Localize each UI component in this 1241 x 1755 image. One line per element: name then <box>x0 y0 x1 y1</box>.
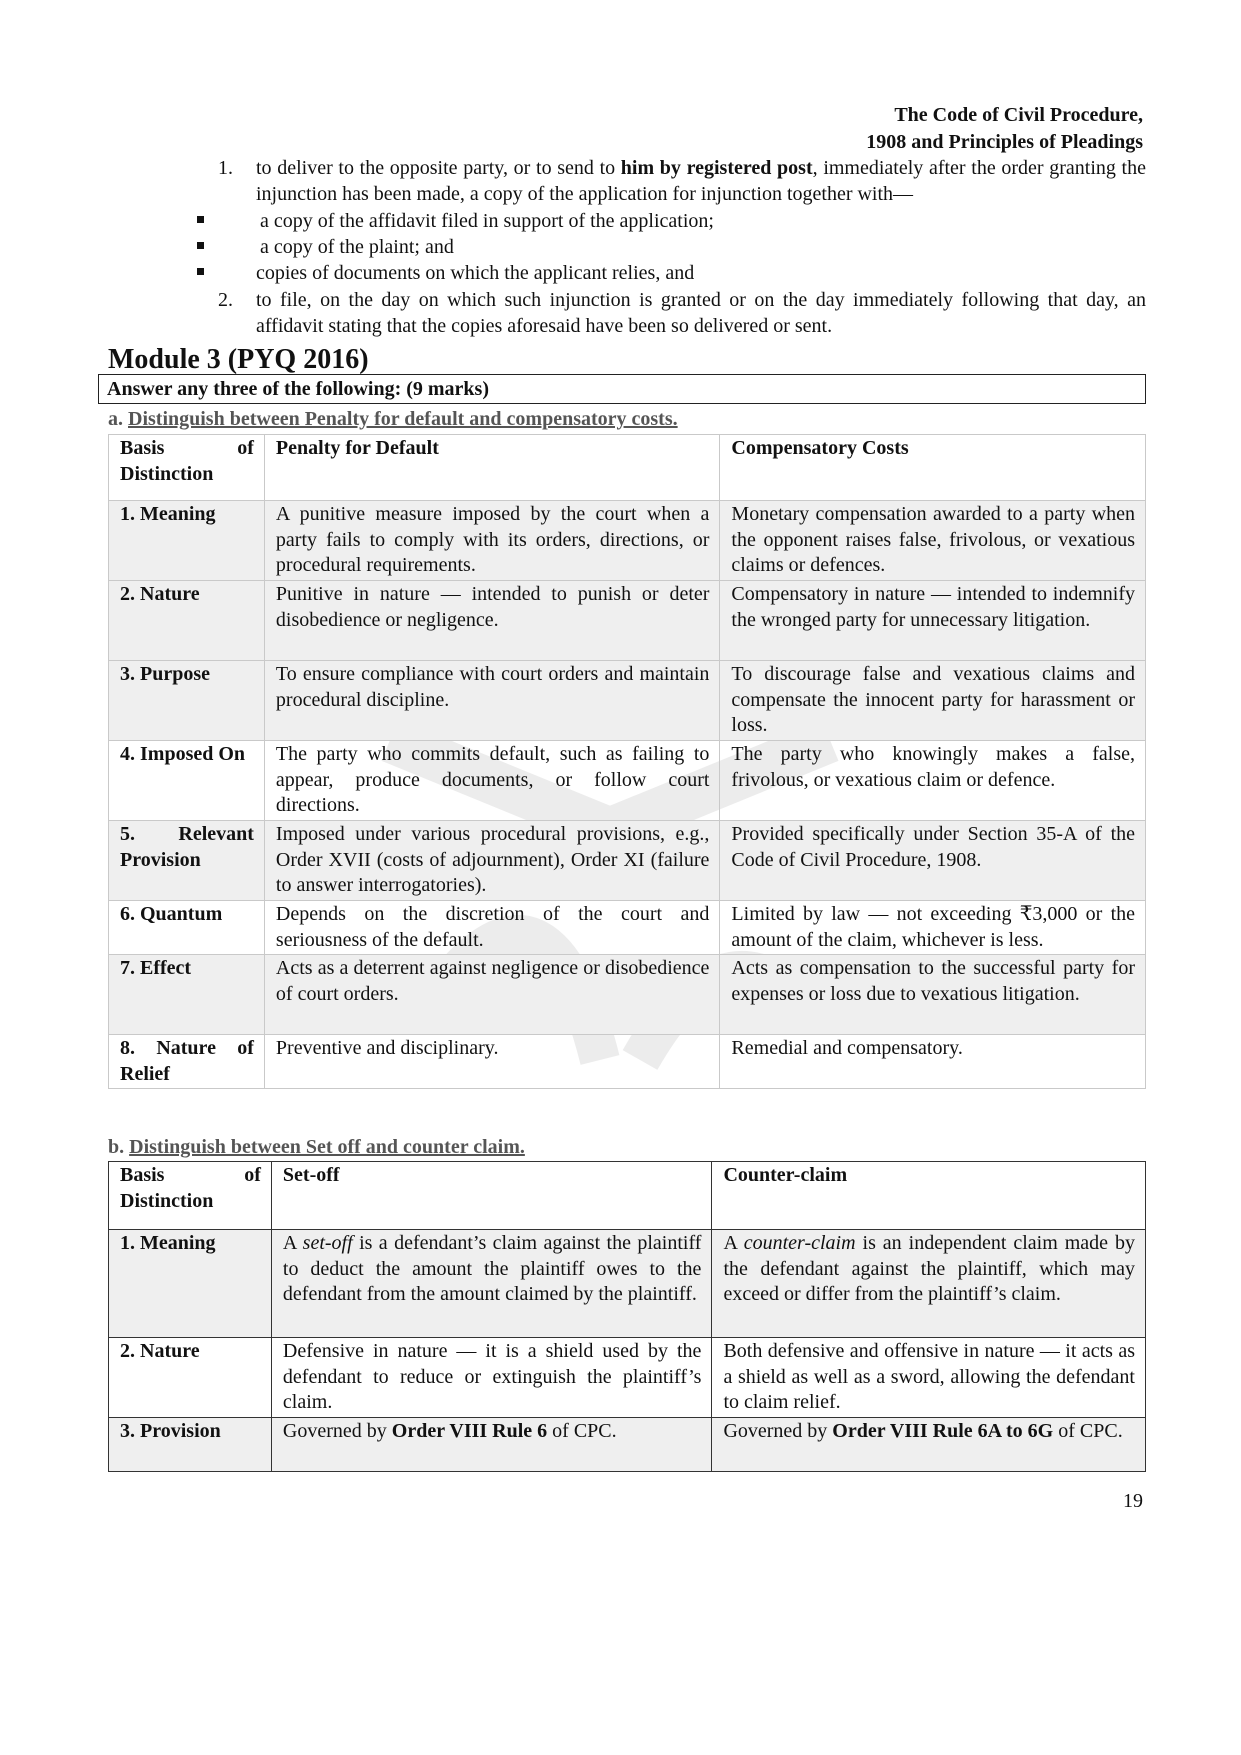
table-row: 5. Relevant Provision Imposed under various procedural provisions, e.g., Order XVII (costs of adjournment), Order XI (failure to answer interrogatories). Provided specifically under Section 35-A of the Code of Civil Procedure, 1908. <box>109 821 1146 901</box>
question-a-heading: a. Distinguish between Penalty for default and compensatory costs. <box>108 408 678 430</box>
list-item-2: 2. to file, on the day on which such injunction is granted or on the day immediately following that day, an affidavit stating that the copies aforesaid have been so delivered or sent. <box>218 289 1146 337</box>
table-row: 2. Nature Defensive in nature — it is a shield used by the defendant to reduce or extinguish the plaintiff’s claim. Both defensive and offensive in nature — it acts as a shield as well as a sword, allowing the defendant to claim relief. <box>109 1338 1146 1418</box>
list-number: 1. <box>218 157 233 179</box>
running-header <box>866 102 1143 156</box>
table-row: 3. Provision Governed by Order VIII Rule 6 of CPC. Governed by Order VIII Rule 6A to 6G of CPC. <box>109 1418 1146 1472</box>
setoff-vs-counterclaim-table <box>108 1161 1146 1472</box>
bullet-square-icon <box>197 216 204 223</box>
table-row: 4. Imposed On The party who commits default, such as failing to appear, produce documents, or follow court directions. The party who knowingly makes a false, frivolous, or vexatious claim or defence. <box>109 741 1146 821</box>
table-row: 8. Nature of Relief Preventive and disciplinary. Remedial and compensatory. <box>109 1035 1146 1089</box>
question-b-heading: b. Distinguish between Set off and counter claim. <box>108 1136 525 1158</box>
table-row: 2. Nature Punitive in nature — intended to punish or deter disobedience or negligence. Compensatory in nature — intended to indemnify the wronged party for unnecessary litigation. <box>109 581 1146 661</box>
table-row: 1. Meaning A set-off is a defendant’s claim against the plaintiff to deduct the amount the plaintiff owes to the defendant from the amount claimed by the plaintiff. A counter-claim is an independent claim made by the defendant against the plaintiff, which may exceed or differ from the plaintiff’s claim. <box>109 1230 1146 1338</box>
table-header-row: Basis of Distinction Set-off Counter-claim <box>109 1162 1146 1230</box>
table-row: 7. Effect Acts as a deterrent against negligence or disobedience of court orders. Acts as compensation to the successful party for expenses or loss due to vexatious litigation. <box>109 955 1146 1035</box>
list-item-1: 1. to deliver to the opposite party, or to send to him by registered post, immediately after the order granting the injunction has been made, a copy of the application for injunction together with— <box>218 157 1146 205</box>
module-title: Module 3 (PYQ 2016) <box>108 344 369 375</box>
table-row: 6. Quantum Depends on the discretion of the court and seriousness of the default. Limited by law — not exceeding ₹3,000 or the amount of the claim, whichever is less. <box>109 901 1146 955</box>
question-a-title: Distinguish between Penalty for default and compensatory costs. <box>128 408 678 430</box>
table-row: 1. Meaning A punitive measure imposed by the court when a party fails to comply with its orders, directions, or procedural requirements. Monetary compensation awarded to a party when the opponent raises false, frivolous, or vexatious claims or defences. <box>109 501 1146 581</box>
header-line-2: 1908 and Principles of Pleadings <box>866 131 1143 153</box>
list-number: 2. <box>218 289 233 311</box>
page-number: 19 <box>1123 1490 1143 1512</box>
bullet-square-icon <box>197 268 204 275</box>
penalty-vs-costs-table <box>108 434 1146 1089</box>
question-b-title: Distinguish between Set off and counter claim. <box>129 1136 525 1158</box>
bullet-square-icon <box>197 242 204 249</box>
table-row: 3. Purpose To ensure compliance with court orders and maintain procedural discipline. To discourage false and vexatious claims and compensate the innocent party for harassment or loss. <box>109 661 1146 741</box>
table-header-row: Basis of Distinction Penalty for Default Compensatory Costs <box>109 435 1146 501</box>
bold-text: him by registered post <box>620 157 813 179</box>
instruction-box: Answer any three of the following: (9 marks) <box>98 374 1146 404</box>
header-line-1: The Code of Civil Procedure, <box>894 104 1143 126</box>
